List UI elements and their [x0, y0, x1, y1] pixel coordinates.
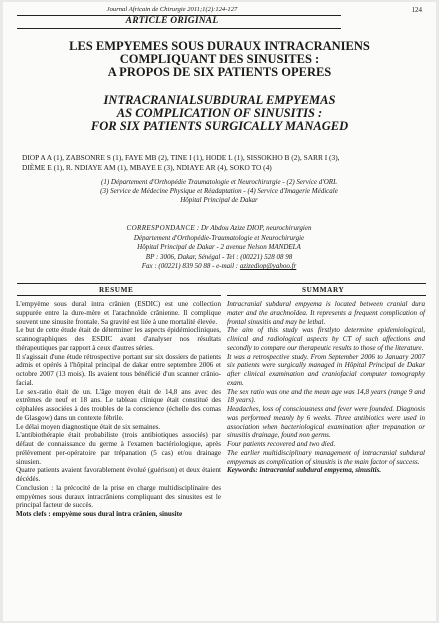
summary-paragraph: Headaches, loss of consciousness and fever were founded. Diagnosis was performed meanly by 6 weeks. Three antibiotics were used in association when bacteriological examination after trepanation or sinusitis drainage, found non germs. [227, 405, 425, 440]
abstract-top-rule [17, 283, 426, 284]
resume-paragraph: Conclusion : la précocité de la prise en charge multidisciplinaire des empyèmes sous duraux intracrâniens compliquant des sinusites est le principal facteur de succès. [16, 483, 221, 510]
french-title [13, 40, 426, 79]
author-list [22, 153, 426, 173]
correspondence-separator: : [195, 224, 201, 232]
summary-paragraph: The sex ratio was one and the mean age was 14,8 years (range 9 and 18 years). [227, 387, 425, 405]
english-title-line: FOR SIX PATIENTS SURGICALLY MANAGED [90, 119, 349, 133]
resume-column [16, 300, 221, 519]
author-line: DIÈME E (1), R. NDIAYE AM (1), MBAYE E (3), NDIAYE AR (4), SOKO TO (4) [22, 163, 272, 172]
english-title-line: INTRACRANIALSUBDURAL EMPYEMAS [103, 93, 336, 107]
french-title-line: COMPLIQUANT DES SINUSITES : [119, 52, 320, 66]
article-page [3, 2, 436, 621]
summary-heading: SUMMARY [302, 286, 345, 294]
fax-number: Fax : (00221) 839 50 88 - e-mail : [141, 262, 240, 271]
resume-paragraph: Quatre patients avaient favorablement évolué (guérison) et deux étaient décédés. [16, 466, 221, 483]
french-title-line: LES EMPYEMES SOUS DURAUX INTRACRANIENS [69, 39, 370, 53]
correspondence-line: BP : 3006, Dakar, Sénégal - Tel : (00221) 528 08 98 [145, 252, 293, 261]
correspondence-fax-line [17, 262, 421, 272]
english-title [13, 94, 426, 133]
section-rule [17, 28, 341, 29]
affiliations [17, 178, 421, 205]
email-link[interactable]: azizediop@yahoo.fr [239, 262, 297, 271]
resume-keywords: Mots clefs : empyème sous dural intra crânien, sinusite [16, 510, 183, 518]
summary-paragraph: Intracranial subdural empyema is located between cranial dura mater and the arachnoïdea. It represents a frequent complication of frontal sinusitis and may be lethal. [227, 300, 425, 326]
resume-paragraph: L'empyème sous dural intra crânien (ESDIC) est une collection suppurée entre la dure-mère et l'arachnoïde crânienne. Il complique souvent une sinusite frontale. Sa gravité est liée à une mortalité élevée. [16, 300, 221, 326]
page-number: 124 [411, 6, 422, 14]
summary-keywords: Keywords: intracranial subdural empyema, sinusitis. [227, 466, 382, 475]
correspondence-line: Hôpital Principal de Dakar - 2 avenue Nelson MANDELA [137, 243, 301, 252]
correspondence-line: Département d'Orthopédie-Traumatologie et Neurochirurgie [133, 233, 305, 242]
section-label: ARTICLE ORIGINAL [125, 16, 219, 26]
affiliation-line: (3) Service de Médecine Physique et Réadaptation - (4) Service d'Imagerie Médicale [100, 187, 338, 195]
french-title-line: A PROPOS DE SIX PATIENTS OPERES [107, 65, 332, 79]
summary-paragraph: The aim of this study was firstlyto determine epidemiological, clinical and radiological aspects by CT of such affections and secondly to compare our therapeutic results to those of the literature. [227, 326, 425, 352]
affiliation-line: Hôpital Principal de Dakar [180, 196, 258, 204]
summary-paragraph: The earlier multidisciplinary management of intracranial subdural empyemas as complication of sinusitis is the main factor of success. [227, 448, 425, 466]
resume-heading: RESUME [99, 286, 134, 294]
resume-paragraph: Le sex-ratio était de un. L'âge moyen était de 14,8 ans avec des extrêmes de neuf et 18 ans. Le tableau clinique était constitué des céphalées associées à des troubles de la conscience (échelle des comas de Glasgow) dans un contexte fébrile. [16, 387, 221, 422]
correspondence-name: Dr Abdou Azize DIOP, neurochirurgien [200, 224, 312, 232]
resume-paragraph: Le délai moyen diagnostique était de six semaines. [16, 422, 161, 431]
summary-paragraph: It was a retrospective study. From September 2006 to January 2007 six patients were surgically managed in Hôpital Principal de Dakar after clinical examination and craniofacial computer tomography exam. [227, 352, 425, 387]
resume-paragraph: L'antibiothérapie était probabiliste (trois antibiotiques associés) par défaut de connaissance du germe à l'examen bactériologique, après prélèvement per-opératoire par trépanation (5 cas) et/ou drainage sinusien. [16, 431, 221, 466]
correspondence-label: CORRESPONDANCE [126, 224, 196, 232]
summary-paragraph: Four patients recovered and two died. [227, 440, 336, 448]
resume-paragraph: Il s'agissait d'une étude rétrospective portant sur six dossiers de patients admis et opérés à l'hôpital principal de dakar entre septembre 2006 et octobre 2007 (13 mois). Ils avaient tous bénéficié d'un scanner crânio-facial. [16, 352, 221, 387]
correspondence-block [17, 224, 421, 272]
english-title-line: AS COMPLICATION OF SINUSITIS : [116, 106, 323, 120]
summary-heading-rule [227, 295, 426, 296]
journal-reference: Journal Africain de Chirurgie 2011;1(2):124-127 [106, 6, 238, 13]
resume-heading-rule [17, 295, 221, 296]
affiliation-line: (1) Département d'Orthopédie Traumatologie et Neurochirurgie - (2) Service d'ORL [101, 178, 337, 186]
resume-paragraph: Le but de cette étude était de déterminer les aspects épidémiocliniques, scannographiques des ESDIC avant d'analyser nos résultats thérapeutiques par rapport à ceux d'autres séries. [16, 326, 221, 352]
author-line: DIOP A A (1), ZABSONRE S (1), FAYE MB (2), TINE I (1), HODE L (1), SISSOKHO B (2), SARR I (3), [22, 153, 340, 162]
correspondence-header [17, 224, 421, 234]
summary-column [227, 300, 425, 475]
